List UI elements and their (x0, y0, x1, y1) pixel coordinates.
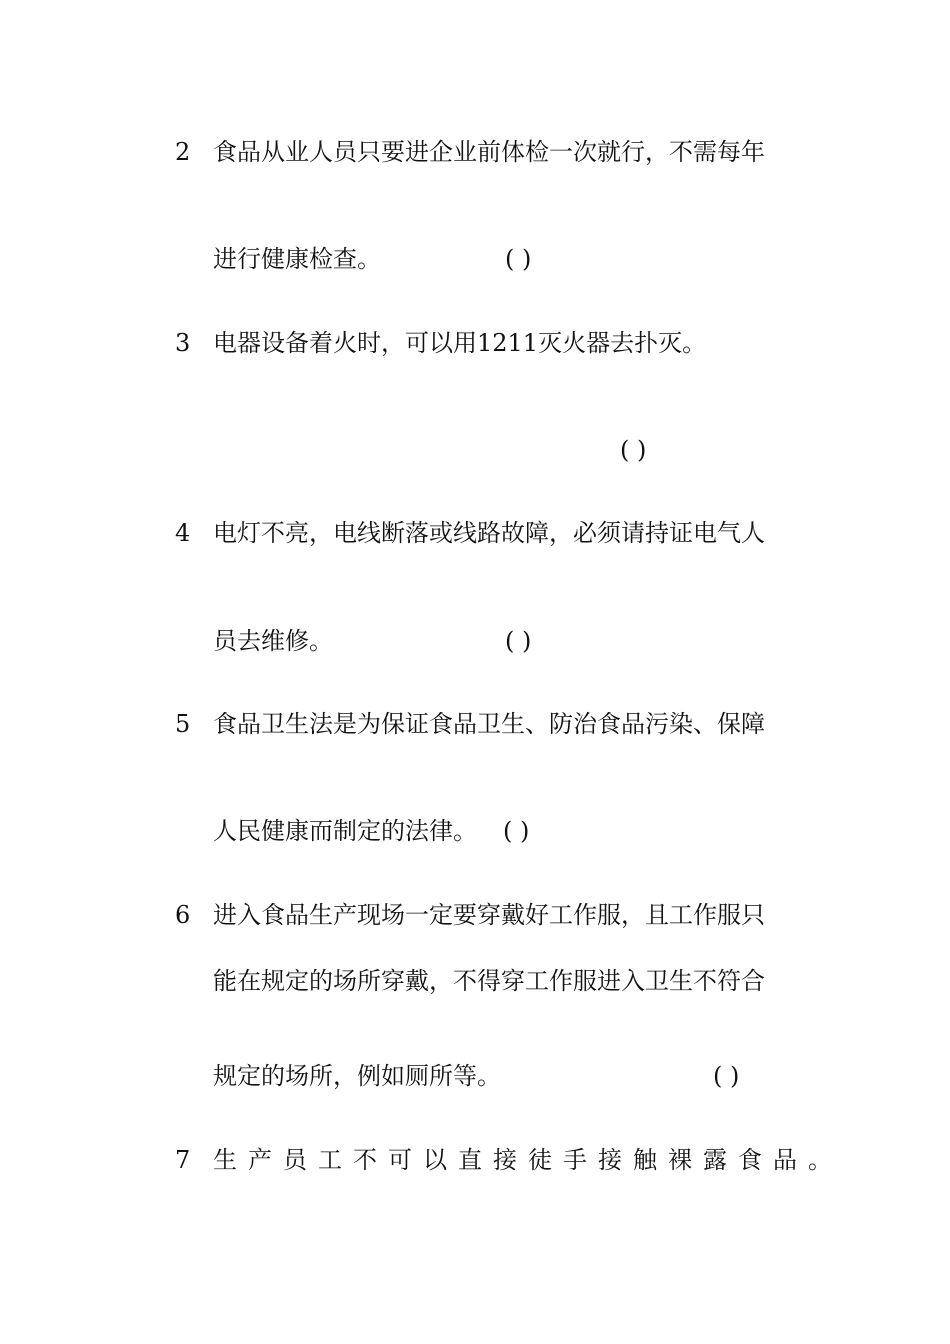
question-number: 3 (175, 329, 191, 357)
answer-blank: ( ) (505, 627, 532, 655)
question-text-line: 电器设备着火时，可以用1211灭火器去扑灭。 (213, 329, 707, 357)
question-text-line: 能在规定的场所穿戴，不得穿工作服进入卫生不符合 (213, 967, 765, 995)
question-text-line: 食品卫生法是为保证食品卫生、防治食品污染、保障 (213, 710, 765, 738)
question-text-line: 规定的场所，例如厕所等。 (213, 1062, 501, 1090)
question-text-line: 进行健康检查。 (213, 245, 381, 273)
answer-blank: ( ) (620, 436, 647, 464)
answer-blank: ( ) (503, 817, 530, 845)
question-number: 4 (175, 519, 191, 547)
question-text-line: 人民健康而制定的法律。 (213, 817, 477, 845)
answer-blank: ( ) (713, 1062, 740, 1090)
question-text-line: 员去维修。 (213, 627, 333, 655)
answer-blank: ( ) (505, 245, 532, 273)
question-text-line: 进入食品生产现场一定要穿戴好工作服，且工作服只 (213, 901, 765, 929)
question-text-line: 电灯不亮，电线断落或线路故障，必须请持证电气人 (213, 519, 765, 547)
question-text-line: 食品从业人员只要进企业前体检一次就行，不需每年 (213, 138, 765, 166)
question-number: 6 (175, 901, 191, 929)
question-number: 5 (175, 710, 191, 738)
question-text-line: 生产员工不可以直接徒手接触裸露食品。 (213, 1146, 843, 1174)
question-number: 2 (175, 138, 191, 166)
question-number: 7 (175, 1146, 191, 1174)
